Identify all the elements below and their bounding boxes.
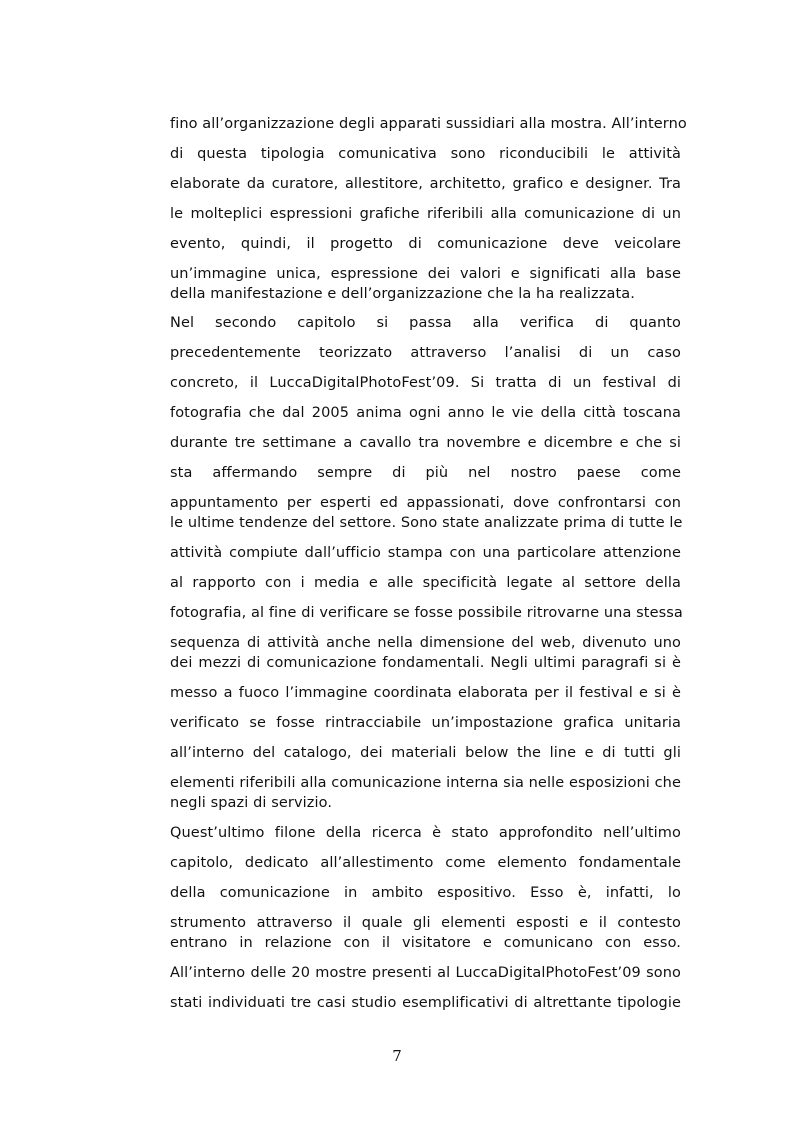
text-line: della manifestazione e dell’organizzazione che la ha realizzata. [170, 286, 635, 302]
text-line: All’interno delle 20 mostre presenti al LuccaDigitalPhotoFest’09 sono [170, 965, 681, 981]
text-line: entrano in relazione con il visitatore e comunicano con esso. [170, 935, 681, 951]
text-line: le ultime tendenze del settore. Sono state analizzate prima di tutte le [170, 515, 683, 531]
text-line: capitolo, dedicato all’allestimento come elemento fondamentale [170, 855, 681, 871]
text-line: negli spazi di servizio. [170, 795, 333, 811]
text-line: fotografia, al fine di verificare se fosse possibile ritrovarne una stessa [170, 605, 683, 621]
text-line: all’interno del catalogo, dei materiali below the line e di tutti gli [170, 745, 681, 761]
text-line: un’immagine unica, espressione dei valori e significati alla base [170, 266, 681, 282]
text-line: al rapporto con i media e alle specificità legate al settore della [170, 575, 681, 591]
text-line: le molteplici espressioni grafiche riferibili alla comunicazione di un [170, 206, 681, 222]
text-line: della comunicazione in ambito espositivo. Esso è, infatti, lo [170, 885, 681, 901]
text-line: durante tre settimane a cavallo tra novembre e dicembre e che si [170, 435, 681, 451]
text-line: sta affermando sempre di più nel nostro paese come [170, 465, 681, 481]
text-line: evento, quindi, il progetto di comunicazione deve veicolare [170, 236, 681, 252]
text-line: stati individuati tre casi studio esemplificativi di altrettante tipologie [170, 995, 681, 1011]
text-line: concreto, il LuccaDigitalPhotoFest’09. Si tratta di un festival di [170, 375, 681, 391]
text-line: Nel secondo capitolo si passa alla verifica di quanto [170, 315, 681, 331]
text-line: fotografia che dal 2005 anima ogni anno le vie della città toscana [170, 405, 681, 421]
text-line: sequenza di attività anche nella dimensione del web, divenuto uno [170, 635, 681, 651]
text-line: appuntamento per esperti ed appassionati, dove confrontarsi con [170, 495, 681, 511]
text-line: verificato se fosse rintracciabile un’impostazione grafica unitaria [170, 715, 681, 731]
text-line: fino all’organizzazione degli apparati sussidiari alla mostra. All’interno [170, 116, 687, 132]
text-line: elaborate da curatore, allestitore, architetto, grafico e designer. Tra [170, 176, 681, 192]
text-line: attività compiute dall’ufficio stampa con una particolare attenzione [170, 545, 681, 561]
text-line: precedentemente teorizzato attraverso l’analisi di un caso [170, 345, 681, 361]
text-line: elementi riferibili alla comunicazione interna sia nelle esposizioni che [170, 775, 681, 791]
text-line: dei mezzi di comunicazione fondamentali. Negli ultimi paragrafi si è [170, 655, 681, 671]
text-line: Quest’ultimo filone della ricerca è stato approfondito nell’ultimo [170, 825, 681, 841]
text-line: strumento attraverso il quale gli elementi esposti e il contesto [170, 915, 681, 931]
text-line: di questa tipologia comunicativa sono riconducibili le attività [170, 146, 681, 162]
text-line: messo a fuoco l’immagine coordinata elaborata per il festival e si è [170, 685, 681, 701]
page-number: 7 [392, 1047, 402, 1065]
